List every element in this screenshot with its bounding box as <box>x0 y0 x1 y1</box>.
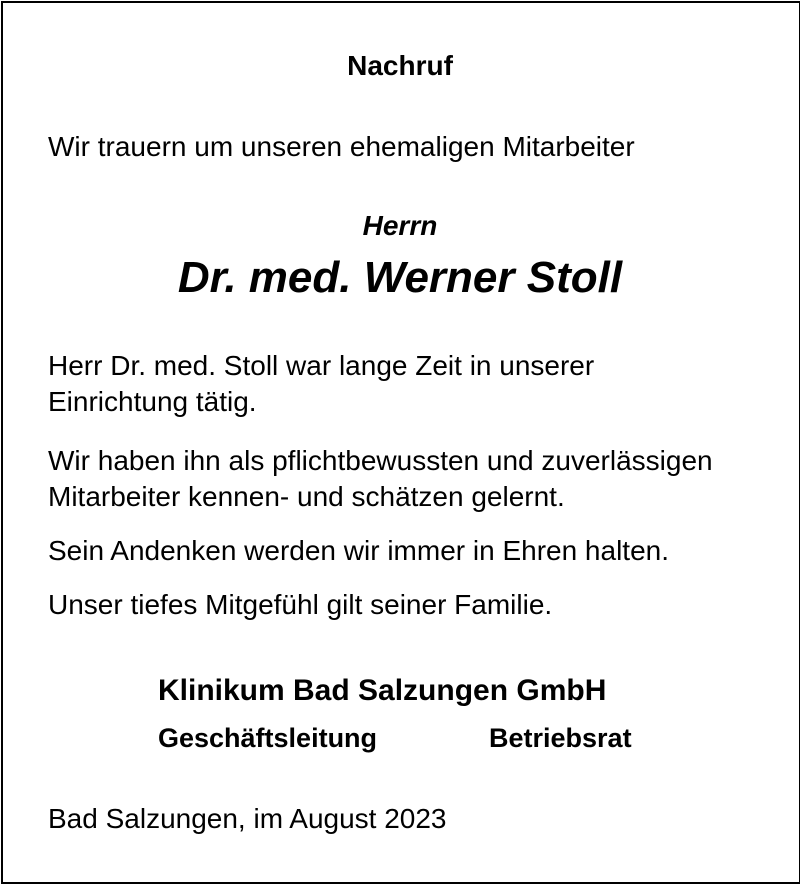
paragraph-remembrance <box>48 533 669 569</box>
paragraph-condolence <box>48 587 552 623</box>
paragraph-line: Einrichtung tätig. <box>48 386 257 417</box>
salutation: Herrn <box>362 210 438 241</box>
paragraph-tenure <box>48 348 594 420</box>
paragraph-line: Sein Andenken werden wir immer in Ehren halten. <box>48 535 670 566</box>
paragraph-line: Herr Dr. med. Stoll war lange Zeit in unserer <box>48 350 595 381</box>
company-name: Klinikum Bad Salzungen GmbH <box>158 674 607 707</box>
notice-title: Nachruf <box>347 50 453 81</box>
paragraph-line: Mitarbeiter kennen- und schätzen gelernt. <box>48 481 565 512</box>
intro-text: Wir trauern um unseren ehemaligen Mitarbeiter <box>48 131 635 162</box>
deceased-name: Dr. med. Werner Stoll <box>177 253 623 302</box>
paragraph-line: Wir haben ihn als pflichtbewussten und zuverlässigen <box>48 445 713 476</box>
paragraph-line: Unser tiefes Mitgefühl gilt seiner Familie. <box>48 589 553 620</box>
signatory-management: Geschäftsleitung <box>158 723 378 753</box>
place-date: Bad Salzungen, im August 2023 <box>48 803 447 834</box>
paragraph-appreciation <box>48 443 713 515</box>
signatory-works-council: Betriebsrat <box>489 723 632 753</box>
